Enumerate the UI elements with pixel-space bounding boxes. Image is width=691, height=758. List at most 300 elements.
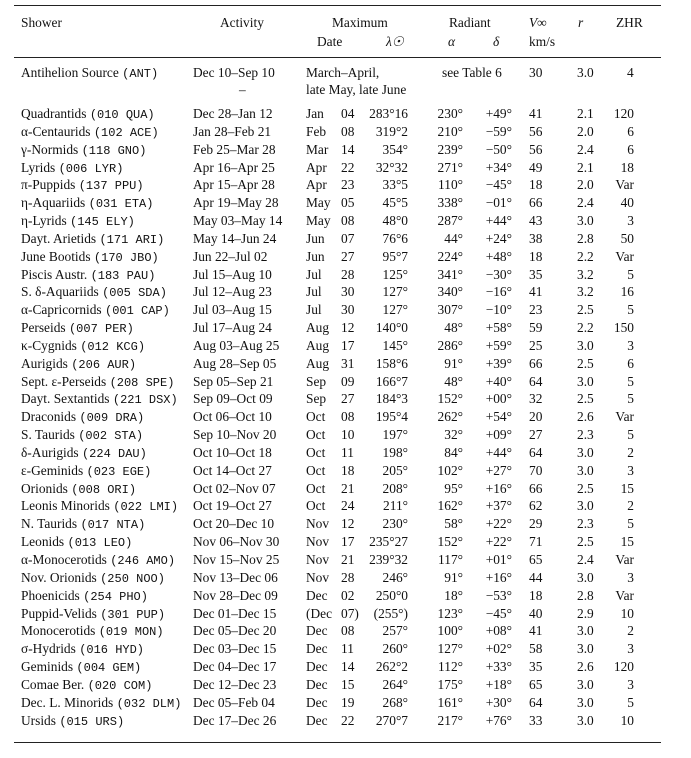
cell-max-solar-longitude: 32°32 [375, 159, 408, 175]
cell-velocity: 18 [529, 177, 543, 193]
shower-name-text: δ-Aurigids [21, 444, 82, 460]
cell-radiant-alpha: 102° [437, 462, 463, 478]
cell-velocity: 33 [529, 712, 543, 728]
shower-name [21, 124, 159, 141]
cell-r-value: 3.2 [577, 266, 594, 282]
shower-name-text: June Bootids [21, 248, 94, 264]
cell-activity: Oct 06–Oct 10 [193, 409, 272, 425]
shower-code: (004 GEM) [76, 661, 142, 676]
cell-zhr: 16 [620, 284, 634, 300]
shower-name [21, 195, 153, 212]
cell-r-value: 2.2 [577, 248, 594, 264]
cell-radiant-alpha: 152° [437, 391, 463, 407]
shower-name [21, 302, 170, 319]
shower-name-text: π-Puppids [21, 177, 79, 193]
shower-name-text: Perseids [21, 320, 69, 336]
shower-name-text: α-Monocerotids [21, 552, 111, 567]
cell-max-day: 08 [341, 623, 355, 639]
cell-activity: Nov 28–Dec 09 [193, 587, 278, 603]
cell-activity: Oct 02–Nov 07 [193, 480, 276, 496]
cell-radiant-delta: +40° [485, 373, 512, 389]
cell-radiant-delta: +37° [485, 498, 512, 514]
cell-r-value: 2.4 [577, 552, 594, 567]
cell-max-solar-longitude: 48°0 [382, 213, 408, 229]
header-lambda: λ☉ [386, 34, 404, 49]
cell-max-solar-longitude: 264° [382, 676, 408, 692]
header-shower: Shower [21, 15, 62, 30]
cell-zhr: Var [615, 177, 634, 193]
cell-max-month: Oct [306, 444, 326, 460]
shower-code: (145 ELY) [70, 215, 135, 230]
cell-activity: Nov 13–Dec 06 [193, 569, 278, 585]
cell-radiant-alpha: 262° [437, 409, 463, 425]
cell-max-solar-longitude: (255°) [373, 605, 408, 621]
cell-activity: Jun 22–Jul 02 [193, 248, 268, 264]
header-velocity-unit: km/s [529, 34, 556, 49]
shower-code: (246 AMO) [110, 554, 176, 568]
cell-radiant-delta: +27° [485, 462, 512, 478]
shower-name [21, 374, 174, 391]
cell-zhr: 2 [627, 498, 634, 514]
cell-max-month: Jan [306, 106, 324, 121]
cell-zhr: 2 [627, 623, 634, 639]
cell-radiant-alpha: 239° [437, 141, 463, 157]
cell-radiant-alpha: 123° [437, 605, 463, 621]
shower-name-text: N. Taurids [21, 516, 81, 532]
cell-max-solar-longitude: 230° [382, 516, 408, 532]
cell-max-solar-longitude: 319°2 [375, 123, 408, 139]
cell-zhr: 5 [627, 391, 634, 407]
shower-name [21, 427, 143, 444]
shower-name [21, 142, 146, 159]
shower-name [21, 481, 136, 498]
cell-zhr: 5 [627, 427, 634, 443]
shower-name [21, 320, 134, 337]
cell-activity: Aug 03–Aug 25 [193, 337, 280, 353]
shower-name-text: α-Centaurids [21, 123, 94, 139]
cell-radiant-delta: +49° [485, 106, 512, 121]
cell-max-solar-longitude: 208° [382, 480, 408, 496]
cell-max-day: 22 [341, 159, 355, 175]
cell-zhr: 3 [627, 641, 634, 657]
cell-radiant-alpha: 44° [444, 230, 463, 246]
cell-radiant-alpha: 286° [437, 337, 463, 353]
cell-radiant-alpha: 58° [444, 516, 463, 532]
cell-r-value: 3.0 [577, 694, 594, 710]
cell-zhr: 5 [627, 266, 634, 282]
cell-zhr: 18 [620, 159, 634, 175]
cell-max-day: 28 [341, 266, 355, 282]
cell-activity: Jan 28–Feb 21 [193, 123, 272, 139]
cell-radiant-delta: −50° [485, 141, 512, 157]
cell-max-day: 17 [341, 337, 355, 353]
cell-max-day: 31 [341, 355, 355, 371]
cell-r-value: 2.5 [577, 355, 594, 371]
cell-radiant-alpha: 338° [437, 195, 463, 211]
cell-max-month: May [306, 213, 331, 229]
shower-name [21, 463, 151, 480]
shower-code: (008 ORI) [71, 482, 137, 497]
shower-code: (032 DLM) [116, 696, 182, 711]
antihelion-v: 30 [529, 65, 543, 80]
cell-r-value: 3.0 [577, 213, 594, 229]
cell-activity: Jul 03–Aug 15 [193, 302, 272, 318]
cell-max-month: Oct [306, 427, 326, 443]
header-delta: δ [493, 34, 500, 49]
cell-max-solar-longitude: 45°5 [382, 195, 408, 211]
shower-name-text: Nov. Orionids [21, 569, 101, 585]
cell-activity: Dec 12–Dec 23 [193, 676, 277, 692]
shower-code: (171 ARI) [99, 232, 165, 247]
cell-max-solar-longitude: 205° [382, 462, 408, 478]
header-alpha: α [448, 34, 456, 49]
cell-radiant-delta: +18° [485, 676, 512, 692]
cell-velocity: 59 [529, 320, 543, 336]
cell-radiant-delta: +02° [485, 641, 512, 657]
cell-max-day: 30 [341, 284, 355, 300]
shower-code: (010 QUA) [89, 108, 155, 122]
shower-name-text: σ-Hydrids [21, 641, 80, 657]
shower-code: (015 URS) [59, 714, 125, 729]
cell-velocity: 38 [529, 230, 543, 246]
cell-zhr: Var [615, 587, 634, 603]
cell-max-day: 07 [341, 230, 355, 246]
cell-max-solar-longitude: 262°2 [375, 659, 408, 675]
cell-velocity: 65 [529, 676, 543, 692]
cell-radiant-alpha: 91° [444, 355, 463, 371]
shower-code: (023 EGE) [86, 464, 152, 479]
cell-max-day: 02 [341, 587, 355, 603]
shower-name [21, 713, 124, 730]
cell-zhr: 6 [627, 141, 634, 157]
shower-code: (019 MON) [98, 625, 164, 640]
cell-radiant-delta: +22° [485, 516, 512, 532]
cell-max-day: 24 [341, 498, 355, 514]
cell-zhr: 5 [627, 302, 634, 318]
cell-zhr: Var [615, 409, 634, 425]
cell-radiant-delta: +58° [485, 320, 512, 336]
shower-name [21, 160, 123, 177]
cell-radiant-delta: −45° [485, 177, 512, 193]
cell-velocity: 20 [529, 409, 543, 425]
shower-name-text: κ-Cygnids [21, 337, 81, 353]
cell-velocity: 71 [529, 534, 543, 550]
cell-max-solar-longitude: 95°7 [382, 248, 408, 264]
cell-r-value: 3.0 [577, 641, 594, 657]
cell-velocity: 58 [529, 641, 543, 657]
cell-max-solar-longitude: 211° [383, 498, 408, 514]
shower-name-text: γ-Normids [21, 141, 82, 157]
shower-code: (020 COM) [87, 678, 153, 693]
cell-zhr: 15 [620, 534, 634, 550]
cell-max-month: Nov [306, 534, 330, 550]
shower-name [21, 677, 152, 694]
cell-max-day: 12 [341, 516, 355, 532]
cell-max-day: 28 [341, 569, 355, 585]
header-zhr: ZHR [616, 15, 643, 30]
cell-max-solar-longitude: 283°16 [369, 106, 408, 121]
cell-max-solar-longitude: 145° [382, 337, 408, 353]
shower-name-text: Dec. L. Minorids [21, 694, 117, 710]
cell-radiant-delta: +59° [485, 337, 512, 353]
cell-max-solar-longitude: 235°27 [369, 534, 408, 550]
shower-name-text: Puppid-Velids [21, 605, 101, 621]
cell-max-solar-longitude: 198° [382, 444, 408, 460]
shower-name-text: Dayt. Arietids [21, 230, 100, 246]
cell-r-value: 2.1 [577, 159, 594, 175]
cell-activity: Apr 15–Apr 28 [193, 177, 275, 193]
shower-name-text: Leonis Minorids [21, 498, 114, 514]
cell-zhr: 5 [627, 373, 634, 389]
cell-velocity: 18 [529, 248, 543, 264]
cell-max-solar-longitude: 166°7 [375, 373, 408, 389]
shower-name [21, 623, 164, 640]
cell-max-month: Nov [306, 569, 330, 585]
cell-max-month: Jun [306, 230, 325, 246]
cell-radiant-delta: +44° [485, 444, 512, 460]
cell-r-value: 3.0 [577, 373, 594, 389]
header-v-infinity: V∞ [529, 15, 547, 30]
cell-radiant-delta: −16° [485, 284, 512, 300]
header-activity: Activity [220, 15, 264, 30]
cell-max-solar-longitude: 257° [382, 623, 408, 639]
shower-name-text: Piscis Austr. [21, 266, 91, 282]
cell-activity: Jul 12–Aug 23 [193, 284, 272, 300]
cell-r-value: 2.5 [577, 480, 594, 496]
cell-radiant-alpha: 210° [437, 123, 463, 139]
cell-zhr: 10 [620, 712, 634, 728]
cell-radiant-alpha: 48° [444, 320, 463, 336]
cell-activity: Sep 10–Nov 20 [193, 427, 277, 443]
cell-radiant-alpha: 48° [444, 373, 463, 389]
cell-radiant-delta: +09° [485, 427, 512, 443]
cell-radiant-alpha: 91° [444, 569, 463, 585]
cell-velocity: 66 [529, 355, 543, 371]
cell-max-solar-longitude: 125° [382, 266, 408, 282]
cell-max-day: 11 [341, 444, 354, 460]
cell-max-month: Dec [306, 659, 328, 675]
shower-code: (254 PHO) [83, 589, 148, 604]
cell-max-month: Jun [306, 248, 325, 264]
cell-r-value: 3.0 [577, 676, 594, 692]
cell-activity: Oct 19–Oct 27 [193, 498, 272, 514]
cell-radiant-alpha: 110° [438, 177, 463, 193]
cell-r-value: 2.0 [577, 123, 594, 139]
shower-code: (301 PUP) [100, 607, 166, 622]
cell-activity: Sep 09–Oct 09 [193, 391, 273, 407]
shower-name-text: Draconids [21, 409, 80, 425]
cell-activity: May 14–Jun 24 [193, 230, 277, 246]
cell-velocity: 43 [529, 213, 543, 229]
cell-max-day: 17 [341, 534, 355, 550]
shower-name [21, 695, 181, 712]
shower-name-text: S. δ-Aquariids [21, 284, 103, 300]
cell-zhr: 15 [620, 480, 634, 496]
cell-max-day: 23 [341, 177, 355, 193]
shower-code: (170 JBO) [93, 250, 159, 265]
cell-velocity: 49 [529, 159, 543, 175]
cell-activity: Oct 10–Oct 18 [193, 444, 272, 460]
shower-name-text: ε-Geminids [21, 462, 87, 478]
cell-max-day: 21 [341, 552, 355, 567]
cell-radiant-alpha: 127° [437, 641, 463, 657]
shower-name-text: Sept. ε-Perseids [21, 373, 110, 389]
cell-r-value: 3.0 [577, 569, 594, 585]
cell-max-month: Nov [306, 516, 330, 532]
shower-name [21, 284, 167, 301]
cell-zhr: 120 [613, 659, 634, 675]
cell-radiant-alpha: 18° [444, 587, 463, 603]
shower-code: (013 LEO) [67, 536, 133, 551]
cell-zhr: 5 [627, 694, 634, 710]
cell-activity: Nov 15–Nov 25 [193, 552, 280, 567]
cell-max-month: Jul [306, 302, 322, 318]
cell-max-solar-longitude: 195°4 [375, 409, 408, 425]
cell-radiant-alpha: 271° [437, 159, 463, 175]
shower-code: (009 DRA) [79, 411, 145, 426]
cell-radiant-delta: −01° [485, 195, 512, 211]
shower-name-text: Aurigids [21, 355, 72, 371]
shower-name [21, 356, 136, 373]
cell-max-solar-longitude: 33°5 [382, 177, 408, 193]
shower-name-text: Lyrids [21, 159, 59, 175]
cell-r-value: 2.5 [577, 302, 594, 318]
cell-max-solar-longitude: 197° [382, 427, 408, 443]
cell-max-month: (Dec [306, 605, 333, 621]
cell-max-month: Dec [306, 676, 328, 692]
top-rule [14, 5, 661, 6]
cell-velocity: 64 [529, 694, 543, 710]
cell-radiant-alpha: 175° [437, 676, 463, 692]
cell-radiant-alpha: 340° [437, 284, 463, 300]
cell-radiant-delta: +33° [485, 659, 512, 675]
shower-name-text: Comae Ber. [21, 676, 88, 692]
cell-max-month: Apr [306, 159, 327, 175]
cell-r-value: 2.4 [577, 141, 594, 157]
cell-activity: Dec 05–Feb 04 [193, 694, 275, 710]
shower-code: (007 PER) [68, 322, 134, 337]
cell-max-month: Dec [306, 694, 328, 710]
header-rule [14, 57, 661, 58]
cell-max-day: 08 [341, 213, 355, 229]
cell-activity: Jul 17–Aug 24 [193, 320, 272, 336]
cell-radiant-delta: −10° [485, 302, 512, 318]
shower-name [21, 445, 147, 462]
cell-max-day: 22 [341, 712, 355, 728]
cell-radiant-delta: +01° [485, 552, 512, 567]
shower-name [21, 409, 144, 426]
cell-velocity: 66 [529, 480, 543, 496]
cell-activity: Apr 16–Apr 25 [193, 159, 275, 175]
cell-radiant-alpha: 224° [437, 248, 463, 264]
cell-max-month: Aug [306, 337, 330, 353]
cell-max-month: Oct [306, 498, 326, 514]
header-r: r [578, 15, 584, 30]
shower-code: (208 SPE) [109, 375, 175, 390]
cell-max-day: 08 [341, 123, 355, 139]
cell-radiant-delta: +48° [485, 248, 512, 264]
shower-code: (250 NOO) [100, 571, 165, 586]
cell-radiant-delta: +39° [485, 355, 512, 371]
antihelion-r: 3.0 [577, 65, 594, 80]
cell-zhr: Var [615, 248, 634, 264]
shower-name-text: Dayt. Sextantids [21, 391, 113, 407]
shower-name [21, 659, 141, 676]
cell-radiant-alpha: 230° [437, 106, 463, 121]
cell-radiant-alpha: 84° [444, 444, 463, 460]
cell-radiant-delta: +22° [485, 534, 512, 550]
shower-code: (102 ACE) [93, 125, 159, 140]
cell-zhr: Var [615, 552, 634, 567]
cell-max-day: 04 [341, 106, 355, 121]
shower-name-text: Leonids [21, 534, 68, 550]
shower-name-text: Orionids [21, 480, 72, 496]
cell-radiant-alpha: 341° [437, 266, 463, 282]
cell-max-month: Dec [306, 712, 328, 728]
shower-name-text: α-Capricornids [21, 302, 105, 318]
shower-name [21, 213, 135, 230]
cell-max-solar-longitude: 140°0 [375, 320, 408, 336]
cell-zhr: 3 [627, 337, 634, 353]
cell-max-solar-longitude: 246° [382, 569, 408, 585]
shower-code: (137 PPU) [78, 179, 144, 194]
shower-code: (183 PAU) [90, 268, 156, 283]
shower-code: (017 NTA) [80, 518, 146, 533]
cell-activity: Oct 14–Oct 27 [193, 462, 272, 478]
cell-velocity: 23 [529, 302, 543, 318]
cell-radiant-delta: +34° [485, 159, 512, 175]
cell-max-month: Jul [306, 266, 322, 282]
cell-activity: Feb 25–Mar 28 [193, 141, 276, 157]
cell-max-day: 27 [341, 391, 355, 407]
cell-r-value: 3.0 [577, 462, 594, 478]
cell-velocity: 41 [529, 284, 543, 300]
antihelion-name-text: Antihelion Source [21, 65, 119, 80]
cell-radiant-delta: +44° [485, 213, 512, 229]
cell-velocity: 70 [529, 462, 543, 478]
cell-radiant-delta: +16° [485, 480, 512, 496]
cell-r-value: 2.4 [577, 195, 594, 211]
shower-name-text: S. Taurids [21, 427, 79, 443]
cell-r-value: 2.2 [577, 320, 594, 336]
cell-radiant-delta: −30° [485, 266, 512, 282]
shower-name [21, 534, 132, 551]
cell-r-value: 3.0 [577, 623, 594, 639]
shower-code: (002 STA) [78, 429, 144, 444]
shower-code: (005 SDA) [102, 286, 167, 301]
cell-max-day: 14 [341, 141, 355, 157]
header-radiant: Radiant [449, 15, 491, 30]
cell-max-day: 18 [341, 462, 355, 478]
cell-max-month: Aug [306, 320, 330, 336]
cell-max-day: 07) [341, 605, 359, 621]
shower-code: (118 GNO) [81, 143, 147, 158]
cell-max-day: 21 [341, 480, 355, 496]
cell-max-day: 19 [341, 694, 355, 710]
shower-name [21, 588, 148, 605]
cell-r-value: 2.3 [577, 516, 594, 532]
cell-radiant-alpha: 162° [437, 498, 463, 514]
cell-zhr: 3 [627, 462, 634, 478]
cell-max-month: Oct [306, 462, 326, 478]
cell-max-month: Dec [306, 587, 328, 603]
cell-max-solar-longitude: 158°6 [375, 355, 408, 371]
antihelion-radiant: see Table 6 [442, 65, 502, 80]
cell-max-month: Aug [306, 355, 330, 371]
cell-zhr: 2 [627, 444, 634, 460]
antihelion-maximum-1: March–April, [306, 65, 380, 80]
header-date: Date [317, 34, 343, 49]
